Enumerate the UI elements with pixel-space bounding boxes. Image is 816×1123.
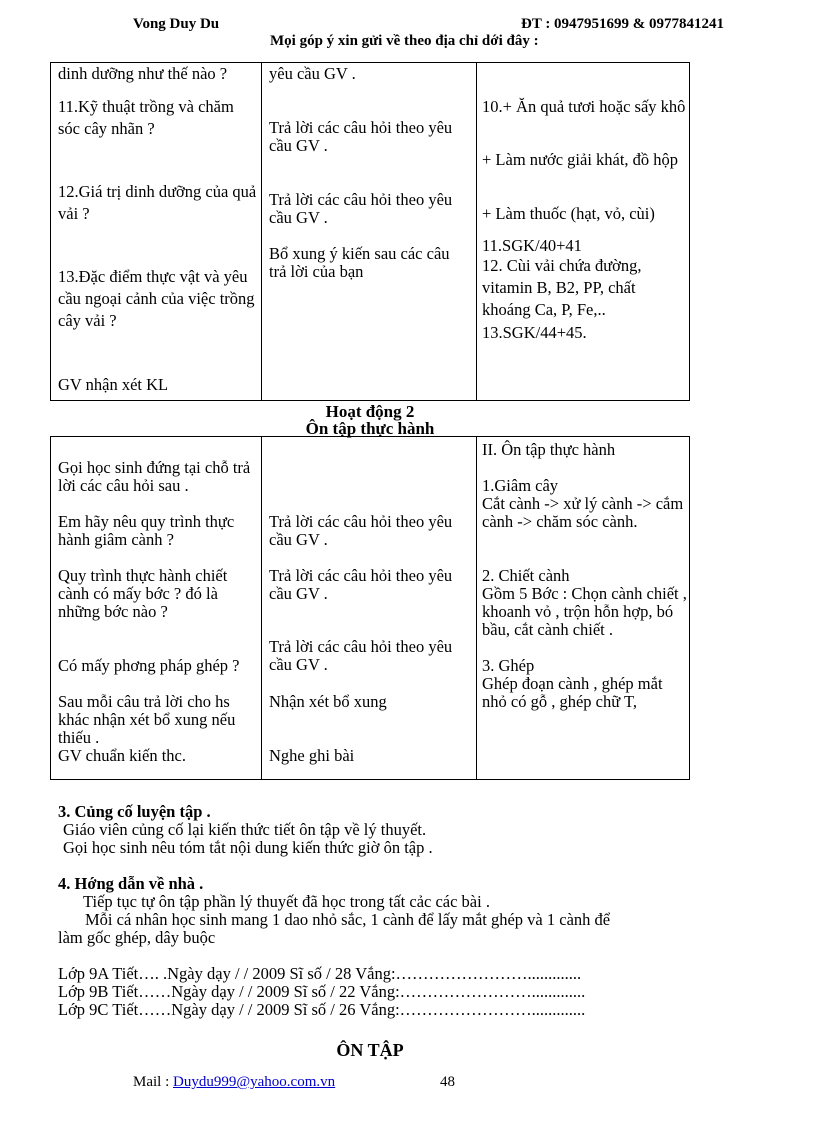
t2-step-3-body: Ghép đoạn cành , ghép mắt nhỏ có gỗ , ghép chữ T,: [482, 674, 663, 711]
t2-intro: Gọi học sinh đứng tại chỗ trả lời các câu hỏi sau .: [58, 458, 251, 495]
t1-answer-2: Trả lời các câu hỏi theo yêu cầu GV .: [269, 190, 453, 227]
header-author: Vong Duy Du: [133, 16, 220, 32]
table-divider: [476, 63, 477, 400]
review-table-1: [50, 62, 690, 401]
table-divider: [261, 63, 262, 400]
section-4-line-3: làm gốc ghép, dây buộc: [58, 928, 216, 947]
table-divider: [476, 437, 477, 779]
section-3-title: 3. Củng cố luyện tập .: [58, 802, 211, 821]
review-table-2: [50, 436, 690, 780]
activity-2-title: Hoạt động 2: [325, 402, 415, 421]
t2-answer-1: Trả lời các câu hỏi theo yêu cầu GV .: [269, 512, 453, 549]
t2-question-3: Có mấy phơng pháp ghép ?: [58, 656, 240, 675]
t2-step-1-body: Cắt cành -> xử lý cành -> cắm cành -> chăm sóc cành.: [482, 494, 684, 531]
section-4-line-1: Tiếp tục tự ôn tập phần lý thuyết đã học trong tất cảc các bài .: [83, 892, 490, 911]
t2-answer-5: Nghe ghi bài: [269, 746, 355, 765]
section-4-line-2: Mỗi cá nhân học sinh mang 1 dao nhỏ sắc, 1 cành để lấy mắt ghép và 1 cành để: [85, 910, 611, 929]
class-9a-line: Lớp 9A Tiết…. .Ngày dạy / / 2009 Sĩ số / 28 Vắng:…………………….............: [58, 964, 582, 983]
t2-step-2-body: Gồm 5 Bớc : Chọn cành chiết , khoanh vỏ , trộn hỗn hợp, bó bầu, cắt cành chiết .: [482, 584, 687, 639]
class-9c-line: Lớp 9C Tiết……Ngày dạy / / 2009 Sĩ số / 26 Vắng:…………………….............: [58, 1000, 586, 1019]
t2-question-5: GV chuẩn kiến thc.: [58, 746, 186, 765]
t2-step-2-title: 2. Chiết cành: [482, 566, 570, 585]
footer-mail: [133, 1074, 335, 1091]
t2-answer-3: Trả lời các câu hỏi theo yêu cầu GV .: [269, 637, 453, 674]
activity-2-subtitle: Ôn tập thực hành: [305, 419, 435, 438]
class-9b-line: Lớp 9B Tiết……Ngày dạy / / 2009 Sĩ số / 22 Vắng:…………………….............: [58, 982, 586, 1001]
t1-answer-12: 12. Cùi vải chứa đường, vitamin B, B2, PP, chất khoáng Ca, P, Fe,..: [482, 256, 642, 319]
t2-answer-2: Trả lời các câu hỏi theo yêu cầu GV .: [269, 566, 453, 603]
t2-step-1-title: 1.Giâm cây: [482, 476, 559, 495]
lesson-title: ÔN TẬP: [336, 1040, 404, 1060]
footer-mail-label: Mail :: [133, 1074, 170, 1090]
section-4-title: 4. Hớng dẫn về nhà .: [58, 874, 204, 893]
t1-question-11: 11.Kỹ thuật trồng và chăm sóc cây nhãn ?: [58, 97, 234, 138]
t1-c2-r0: yêu cầu GV .: [269, 64, 356, 83]
t1-question-13: 13.Đặc điểm thực vật và yêu cầu ngoại cảnh của việc trồng cây vải ?: [58, 267, 255, 330]
section-3-line-2: Gọi học sinh nêu tóm tắt nội dung kiến thức giờ ôn tập .: [63, 838, 433, 857]
section-3-line-1: Giáo viên củng cố lại kiến thức tiết ôn tập về lý thuyết.: [63, 820, 427, 839]
t1-answer-10-a: 10.+ Ăn quả tươi hoặc sấy khô: [482, 97, 686, 116]
t1-answer-13: 13.SGK/44+45.: [482, 323, 587, 342]
footer-mail-link[interactable]: Duydu999@yahoo.com.vn: [173, 1074, 336, 1090]
t1-answer-11: 11.SGK/40+41: [482, 236, 582, 255]
header-feedback: Mọi góp ý xin gửi về theo địa chỉ dới đây :: [270, 33, 539, 49]
t2-answer-4: Nhận xét bổ xung: [269, 692, 387, 711]
table-divider: [261, 437, 262, 779]
t1-answer-10-b: + Làm nước giải khát, đồ hộp: [482, 150, 679, 169]
t1-question-12: 12.Giá trị dinh dưỡng của quả vải ?: [58, 182, 257, 223]
t1-c1-r0: dinh dưỡng như thế nào ?: [58, 64, 228, 83]
t2-question-2: Quy trình thực hành chiết cành có mấy bớc ? đó là những bớc nào ?: [58, 566, 228, 621]
t2-step-3-title: 3. Ghép: [482, 656, 535, 675]
t1-teacher-conclusion: GV nhận xét KL: [58, 375, 169, 394]
t1-answer-10-c: + Làm thuốc (hạt, vỏ, cùi): [482, 204, 655, 223]
t1-answer-1: Trả lời các câu hỏi theo yêu cầu GV .: [269, 118, 453, 155]
t2-question-1: Em hãy nêu quy trình thực hành giâm cành ?: [58, 512, 235, 549]
t1-answer-3: Bổ xung ý kiến sau các câu trả lời của bạn: [269, 244, 450, 281]
t2-question-4: Sau mỗi câu trả lời cho hs khác nhận xét bổ xung nếu thiếu .: [58, 692, 236, 747]
t2-practice-heading: II. Ôn tập thực hành: [482, 440, 616, 459]
header-phone: ĐT : 0947951699 & 0977841241: [521, 16, 725, 32]
page-number: 48: [440, 1074, 455, 1090]
